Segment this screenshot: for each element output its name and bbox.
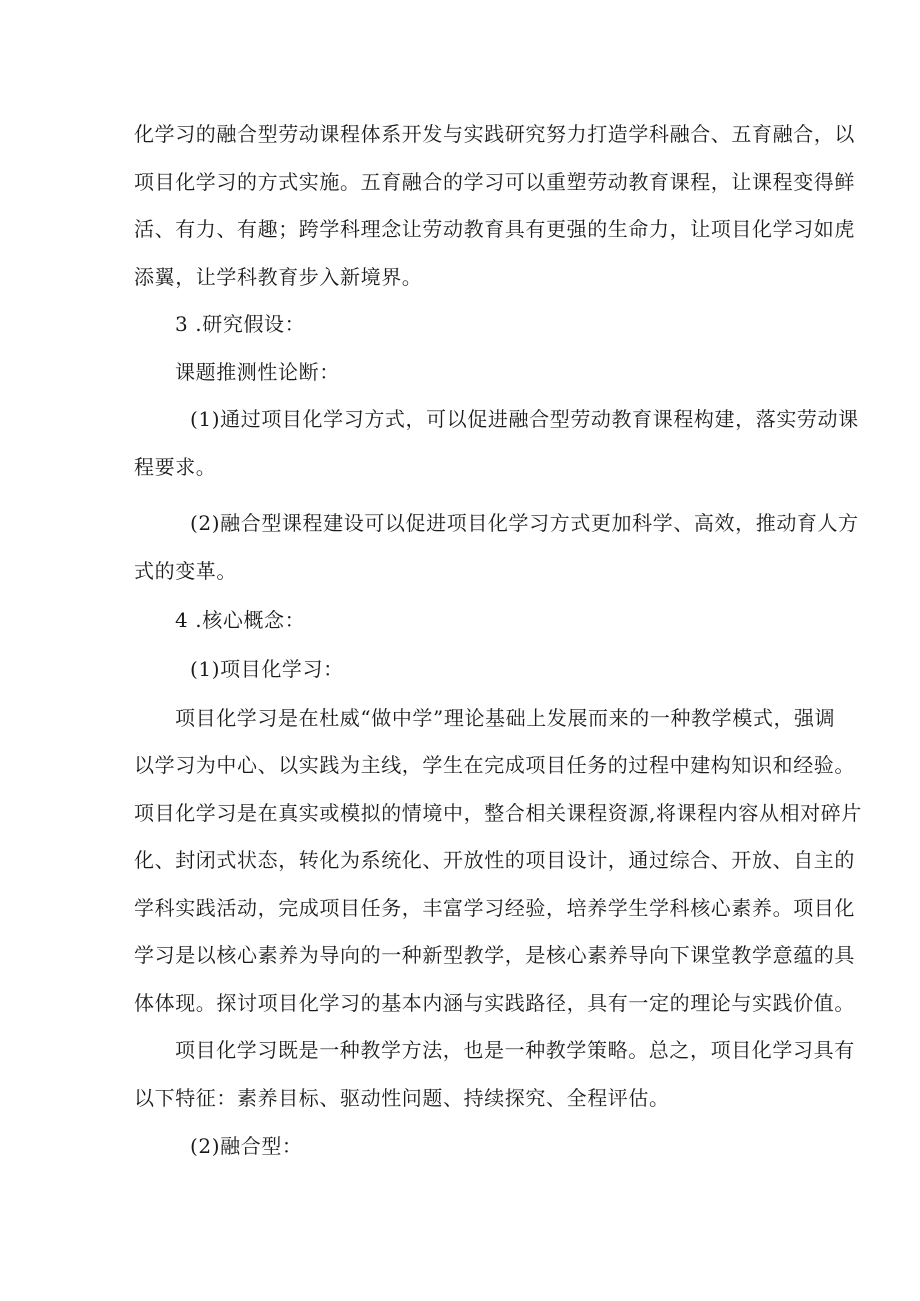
list-item-line: 式的变革。 bbox=[134, 559, 237, 583]
paragraph-line: 以下特征：素养目标、驱动性问题、持续探究、全程评估。 bbox=[134, 1086, 670, 1110]
list-item-line: (2)融合型课程建设可以促进项目化学习方式更加科学、高效，推动育人方 bbox=[190, 511, 859, 535]
paragraph-line: 化学习的融合型劳动课程体系开发与实践研究努力打造学科融合、五育融合，以 bbox=[134, 122, 855, 146]
paragraph-line: 体体现。探讨项目化学习的基本内涵与实践路径，具有一定的理论与实践价值。 bbox=[134, 991, 855, 1015]
subsection-heading: (2)融合型： bbox=[190, 1134, 303, 1158]
paragraph-line: 项目化学习是在杜威“做中学”理论基础上发展而来的一种教学模式，强调 bbox=[175, 706, 836, 730]
list-item-line: 程要求。 bbox=[134, 455, 217, 479]
subsection-heading: (1)项目化学习： bbox=[190, 657, 344, 681]
paragraph-line: 学科实践活动，完成项目任务，丰富学习经验，培养学生学科核心素养。项目化 bbox=[134, 896, 855, 920]
section-subheading: 课题推测性论断： bbox=[175, 360, 340, 384]
list-item-line: (1)通过项目化学习方式，可以促进融合型劳动教育课程构建，落实劳动课 bbox=[190, 407, 859, 431]
paragraph-line: 添翼，让学科教育步入新境界。 bbox=[134, 265, 423, 289]
paragraph-line: 项目化学习既是一种教学方法，也是一种教学策略。总之，项目化学习具有 bbox=[175, 1038, 855, 1062]
paragraph-line: 学习是以核心素养为导向的一种新型教学，是核心素养导向下课堂教学意蕴的具 bbox=[134, 943, 855, 967]
section-heading: 3 .研究假设： bbox=[175, 312, 306, 336]
paragraph-line: 项目化学习是在真实或模拟的情境中，整合相关课程资源,将课程内容从相对碎片 bbox=[134, 801, 862, 825]
section-heading: 4 .核心概念： bbox=[175, 608, 306, 632]
paragraph-line: 化、封闭式状态，转化为系统化、开放性的项目设计，通过综合、开放、自主的 bbox=[134, 848, 855, 872]
paragraph-line: 项目化学习的方式实施。五育融合的学习可以重塑劳动教育课程，让课程变得鲜 bbox=[134, 170, 855, 194]
paragraph-line: 活、有力、有趣；跨学科理念让劳动教育具有更强的生命力，让项目化学习如虎 bbox=[134, 217, 855, 241]
paragraph-line: 以学习为中心、以实践为主线，学生在完成项目任务的过程中建构知识和经验。 bbox=[134, 753, 855, 777]
